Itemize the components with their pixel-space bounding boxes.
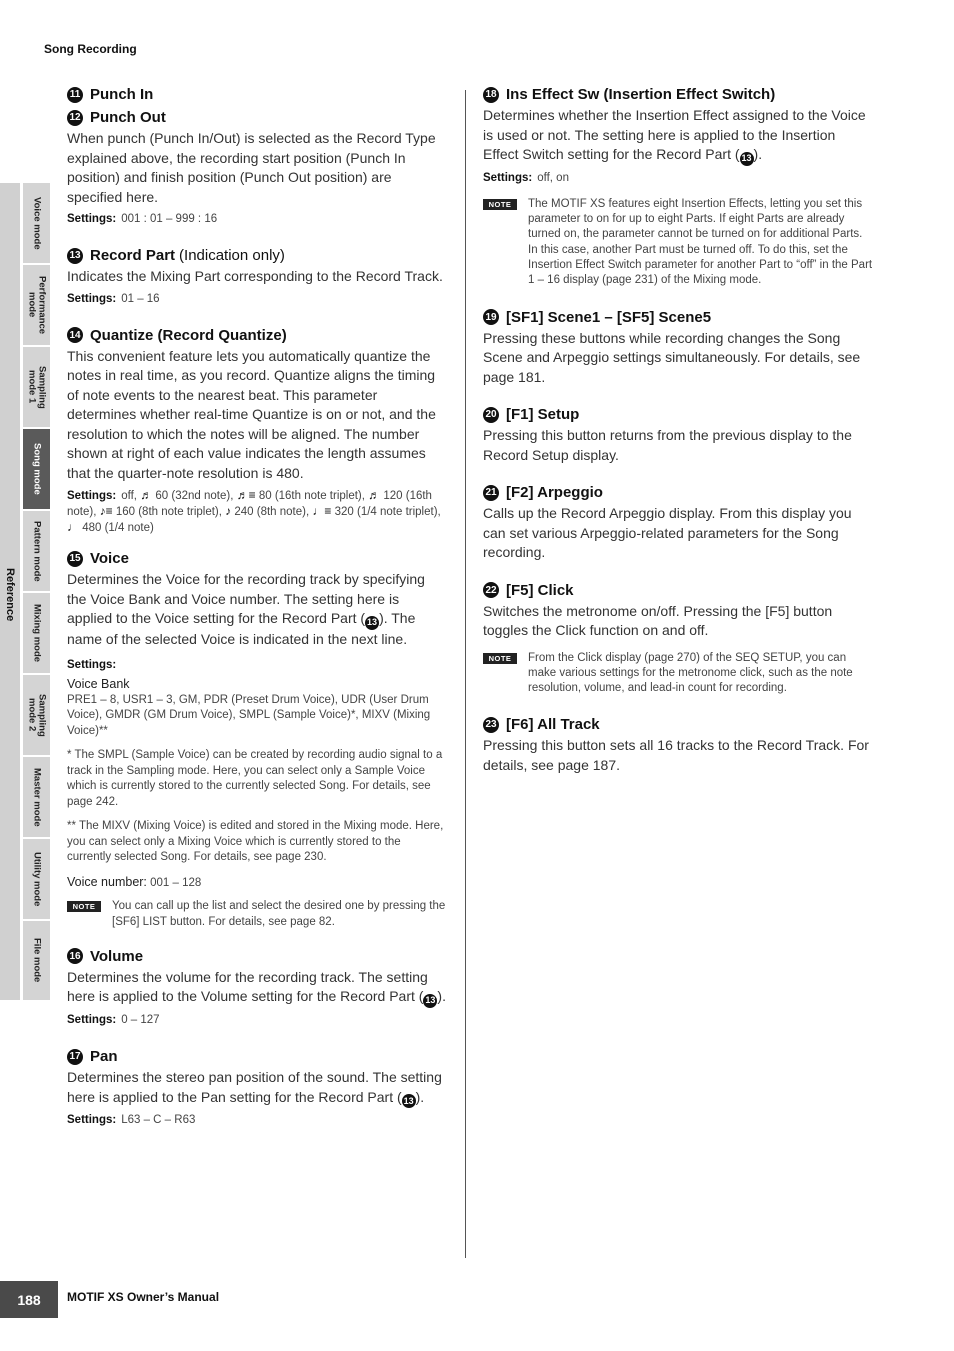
section-scene-buttons (483, 309, 873, 326)
voice-number-line: Voice number: 001 – 128 (67, 874, 202, 889)
section-body: Determines the volume for the recording track. The setting here is applied to the Volume setting for the Record Part ( 13 ). (67, 968, 447, 1008)
running-header: Song Recording (44, 42, 137, 56)
footnote-mixv: ** The MIXV (Mixing Voice) is edited and stored in the Mixing mode. Here, you can select only a Mixing Voice which is currently stored to the currently selected Song. For details, see page 230. (67, 820, 444, 864)
section-title-suffix: (Indication only) (179, 247, 285, 264)
section-title: [SF1] Scene1 – [SF5] Scene5 (506, 308, 712, 326)
section-number-badge: 23 (483, 717, 499, 733)
section-record-part (67, 247, 447, 264)
section-title: [F2] Arpeggio (506, 484, 603, 502)
tab-utility-mode[interactable]: Utility mode (23, 839, 50, 919)
tab-sampling-mode-2[interactable]: Sampling mode 2 (23, 675, 50, 755)
note-icon: NOTE (483, 653, 517, 664)
section-number-badge: 21 (483, 485, 499, 501)
section-body: Switches the metronome on/off. Pressing the [F5] button toggles the Click function on and off. (483, 602, 833, 639)
section-quantize (67, 327, 447, 344)
note-text: You can call up the list and select the desired one by pressing the [SF6] LIST button. For details, see page 82. (112, 900, 446, 928)
thirty-second-note-icon: ♬ (140, 488, 153, 502)
section-body: Determines the Voice for the recording track by specifying the Voice Bank and Voice number. The setting here is applied to the Voice setting for the Record Part ( 13 ). The name of the selected Voice is indicated in the next line. (67, 571, 425, 647)
section-all-track (483, 716, 873, 733)
voice-bank-label: Voice Bank (67, 677, 130, 692)
settings-line: Settings: off, on (483, 171, 569, 184)
footnote-smpl: * The SMPL (Sample Voice) can be created by recording audio signal to a track in the Sampling mode. Here, you can select only a Sample Voice which is currently stored to the currently selected Song. For details, see page 242. (67, 749, 443, 808)
section-number-badge: 20 (483, 407, 499, 423)
section-punch-in (67, 86, 447, 103)
note-block (67, 899, 447, 930)
eighth-triplet-icon: ♪≡ (99, 504, 113, 518)
section-number-badge: 16 (67, 948, 83, 964)
tab-file-mode[interactable]: File mode (23, 921, 50, 1000)
section-title: Punch In (90, 86, 154, 103)
left-column (67, 86, 447, 1128)
section-number-badge: 14 (67, 327, 83, 343)
section-number-badge: 15 (67, 551, 83, 567)
tab-performance-mode[interactable]: Performance mode (23, 265, 50, 345)
tab-sampling-mode-1[interactable]: Sampling mode 1 (23, 347, 50, 427)
section-title: [F1] Setup (506, 406, 580, 424)
quarter-triplet-icon: ♩≡ (312, 504, 332, 518)
note-icon: NOTE (483, 199, 517, 210)
page-number: 188 (0, 1281, 58, 1318)
section-body: Determines the stereo pan position of the sound. The setting here is applied to the Pan setting for the Record Part ( 13 ). (67, 1068, 447, 1108)
record-part-ref-badge: 13 (402, 1094, 416, 1108)
right-column (483, 86, 873, 775)
voice-bank-values: PRE1 – 8, USR1 – 3, GM, PDR (Preset Drum Voice), UDR (User Drum Voice), GMDR (GM Drum Voice), SMPL (Sample Voice)*, MIXV (Mixing Voice)** (67, 693, 431, 737)
section-number-badge: 11 (67, 87, 83, 103)
section-title: [F6] All Track (506, 716, 600, 734)
section-number-badge: 18 (483, 87, 499, 103)
section-body: Pressing these buttons while recording changes the Song Scene and Arpeggio settings simultaneously. For details, see page 181. (483, 329, 861, 385)
tab-master-mode[interactable]: Master mode (23, 757, 50, 837)
settings-line: Settings: 001 : 01 – 999 : 16 (67, 213, 218, 225)
tab-song-mode[interactable]: Song mode (23, 429, 50, 509)
section-body: Calls up the Record Arpeggio display. From this display you can set various Arpeggio-related parameters for the Song recording. (483, 505, 852, 561)
note-text: From the Click display (page 270) of the SEQ SETUP, you can make various settings for the metronome click, such as the note resolution, volume, and lead-in count for recording. (528, 651, 853, 695)
note-block (483, 651, 873, 697)
section-volume (67, 948, 447, 965)
section-voice (67, 550, 447, 567)
section-number-badge: 13 (67, 248, 83, 264)
section-number-badge: 17 (67, 1049, 83, 1065)
record-part-ref-badge: 13 (423, 994, 437, 1008)
sixteenth-note-icon: ♬ (368, 488, 381, 502)
settings-line: Settings: 0 – 127 (67, 1014, 160, 1027)
section-number-badge: 19 (483, 309, 499, 325)
quantize-settings: Settings: off, ♬ 60 (32nd note), ♬≡ 80 (16th note triplet), ♬ 120 (16th note), ♪≡ 160 (8th note triplet), ♪ 240 (8th note), ♩≡ 320 (1/4 note triplet), ♩ 480 (1/4 note) (67, 488, 441, 534)
section-title: Pan (90, 1048, 118, 1066)
section-body: Pressing this button sets all 16 tracks to the Record Track. For details, see page 187. (483, 737, 869, 773)
note-icon: NOTE (67, 901, 101, 912)
section-body: When punch (Punch In/Out) is selected as the Record Type explained above, the recording start position (Punch In position) and finish position (Punch Out position) are specified here. (67, 130, 436, 205)
manual-title: MOTIF XS Owner’s Manual (67, 1290, 220, 1304)
tab-mixing-mode[interactable]: Mixing mode (23, 593, 50, 673)
settings-line: Settings: 01 – 16 (67, 292, 160, 305)
eighth-note-icon: ♪ (225, 504, 232, 518)
section-body: This convenient feature lets you automatically quantize the notes in real time, as you record. Quantize aligns the timing of note events to the nearest beat. This parameter determines whether real-time Quantize is on or not, and the resolution to which the notes will be aligned. The number shown at right of each value indicates the length assumes that the quarter-note resolution is 480. (67, 347, 436, 481)
section-title: Ins Effect Sw (Insertion Effect Switch) (506, 86, 776, 103)
tab-voice-mode[interactable]: Voice mode (23, 183, 50, 263)
column-divider (465, 90, 466, 1258)
section-number-badge: 22 (483, 582, 499, 598)
note-text: The MOTIF XS features eight Insertion Effects, letting you set this parameter to on for up to eight Parts. If eight Parts are already turned on, the parameter cannot be turned on for additional Parts. In this case, another Part must be turned off. To do this, set the Insertion Effect Switch parameter for another Part to “off” in the Part 1 – 16 display (page 231) of the Mixing mode. (528, 197, 873, 287)
section-ins-effect-sw (483, 86, 873, 103)
section-title: [F5] Click (506, 581, 574, 599)
section-title: Volume (90, 947, 144, 965)
record-part-ref-badge: 13 (365, 616, 379, 630)
settings-line: Settings: (67, 659, 117, 672)
quarter-note-icon: ♩ (67, 520, 79, 534)
section-title: Punch Out (90, 109, 166, 126)
section-title: Quantize (Record Quantize) (90, 326, 287, 344)
section-body: Determines whether the Insertion Effect assigned to the Voice is used or not. The setting here is applied to the Insertion Effect Switch setting for the Record Part ( 13 ). (483, 106, 873, 166)
section-click (483, 582, 873, 599)
section-body: Pressing this button returns from the previous display to the Record Setup display. (483, 427, 852, 463)
section-number-badge: 12 (67, 110, 83, 126)
section-setup (483, 406, 873, 423)
reference-label: Reference (4, 568, 16, 622)
note-block (483, 197, 873, 289)
section-punch-out (67, 109, 447, 126)
sixteenth-triplet-icon: ♬≡ (236, 488, 256, 502)
tab-pattern-mode[interactable]: Pattern mode (23, 511, 50, 591)
section-arpeggio (483, 484, 873, 501)
section-title: Record Part (90, 247, 176, 264)
settings-line: Settings: L63 – C – R63 (67, 1114, 196, 1127)
section-body: Indicates the Mixing Part corresponding to the Record Track. (67, 268, 443, 284)
record-part-ref-badge: 13 (740, 152, 754, 166)
section-title: Voice (90, 550, 129, 567)
section-pan (67, 1048, 447, 1065)
